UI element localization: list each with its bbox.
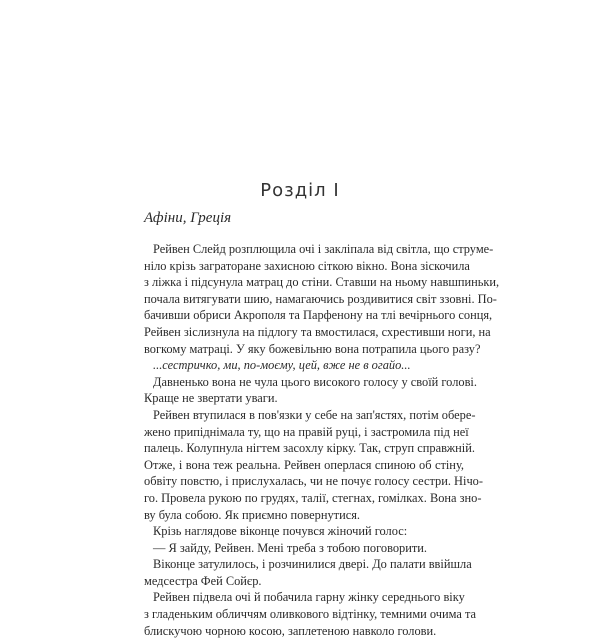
text-line: Рейвен Слейд розплющила очі і закліпала від світла, що струме- <box>153 242 494 256</box>
text-line: ...сестричко, ми, по-моєму, цей, вже не в огайо... <box>153 358 411 373</box>
text-line: бачивши обриси Акрополя та Парфенону на тлі вечірнього сонця, <box>144 308 493 323</box>
text-line: Рейвен підвела очі й побачила гарну жінку середнього віку <box>153 590 465 605</box>
chapter-location: Афіни, Греція <box>144 210 232 226</box>
text-line: жено припіднімала ту, що на правій руці, і застромила під неї <box>144 424 469 439</box>
text-line: блискучою чорною косою, заплетеною навколо голови. <box>144 623 437 638</box>
chapter-title: Розділ I <box>260 180 340 201</box>
text-line: вогкому матраці. У яку божевільню вона потрапила цього разу? <box>144 341 481 356</box>
text-line: з ліжка і підсунула матрац до стіни. Ставши на ньому навшпиньки, <box>144 275 500 290</box>
text-line: Рейвен зіслизнула на підлогу та вмостилася, схрестивши ноги, на <box>144 324 491 339</box>
text-line: — Я зайду, Рейвен. Мені треба з тобою поговорити. <box>153 540 427 555</box>
text-line: ніло крізь заграторане захисною сіткою вікно. Вона зіскочила <box>144 258 470 273</box>
text-line: Давненько вона не чула цього високого голосу у своїй голові. <box>153 374 477 389</box>
text-line: Отже, і вона теж реальна. Рейвен оперлася спиною об стіну, <box>144 457 464 472</box>
text-line: обвіту повстю, і прислухалась, чи не почує голосу сестри. Нічо- <box>144 474 483 489</box>
text-line: палець. Колупнула нігтем засохлу кірку. Так, струп справжній. <box>144 441 475 456</box>
text-line: почала витягувати шию, намагаючись роздивитися світ ззовні. По- <box>144 291 497 306</box>
text-line: го. Провела рукою по грудях, талії, стегнах, гомілках. Вона зно- <box>144 490 482 505</box>
text-line: Краще не звертати уваги. <box>144 391 278 406</box>
text-line: Рейвен втупилася в пов'язки у себе на зап'ястях, потім обере- <box>153 407 476 422</box>
text-line: медсестра Фей Сойєр. <box>144 573 262 588</box>
body-text <box>144 241 500 639</box>
text-line: Віконце затулилось, і розчинилися двері. До палати ввійшла <box>153 557 472 572</box>
text-line: з гладеньким обличчям оливкового відтінку, темними очима та <box>144 607 477 622</box>
text-line: Крізь наглядове віконце почувся жіночий голос: <box>153 524 408 539</box>
text-line: ву була собою. Як приємно повернутися. <box>144 507 361 522</box>
